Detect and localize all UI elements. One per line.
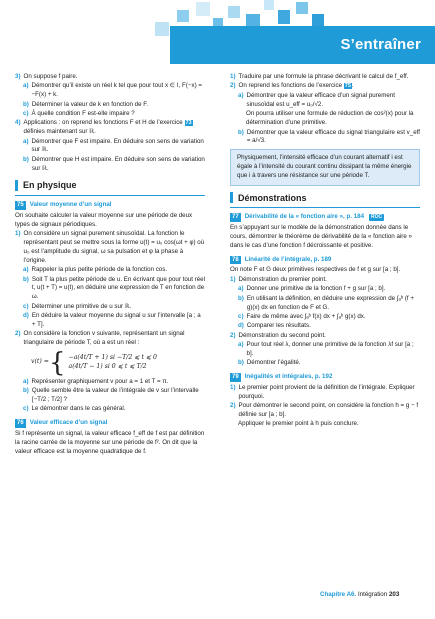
ex75-q1a: a) Rappeler la plus petite période de la fonction cos. bbox=[23, 266, 168, 274]
ex75-q2c: c) Le démontrer dans le cas général. bbox=[23, 405, 126, 413]
decor-square bbox=[264, 0, 274, 10]
section-physique: En physique bbox=[15, 179, 205, 196]
piecewise-formula: v(t) = { −a(4t/T + 1) si −T/2 ⩽ t ⩽ 0 a(4t/T − 1) si 0 ⩽ t ⩽ T/2 bbox=[31, 347, 157, 378]
ex78-q1: 1) Démonstration du premier point. bbox=[230, 276, 327, 284]
ex76-q1: 1) Traduire par une formule la phrase décrivant le calcul de f_eff. bbox=[230, 73, 409, 80]
exercise-79-heading: 79 Inégalités et intégrales, p. 192 bbox=[232, 373, 333, 381]
exercise-ref: 75 bbox=[344, 83, 351, 90]
exercise-77-heading: 77 Dérivabilité de la « fonction aire », p. 184 ROC bbox=[232, 213, 383, 221]
ex78-q1a: a) Donner une primitive de la fonction f + g sur [a ; b]. bbox=[238, 285, 386, 293]
question-4a: a) Démontrer que F est impaire. En déduire son sens de variation sur ℝ. bbox=[23, 137, 204, 154]
ex78-q2: 2) Démonstration du second point. bbox=[230, 331, 326, 339]
decor-square bbox=[312, 14, 324, 26]
ex75-q1d: d) En déduire la valeur moyenne du signal u sur l’intervalle [a ; a + T]. bbox=[23, 312, 201, 328]
ex78-q1b: b) En utilisant la définition, en déduire une expression de ∫ₐᵇ (f + g)(x) dx en fonction de F et G. bbox=[238, 294, 414, 311]
roc-badge: ROC bbox=[371, 214, 383, 221]
footer-topic: Intégration bbox=[357, 591, 388, 598]
ex76-q2a-hint: On pourra utiliser une formule de réduction de cos²(x) pour la détermination d’une primitive. bbox=[246, 109, 414, 126]
ex78-q2a: a) Pour tout réel λ, donner une primitive de la fonction λf sur [a ; b]. bbox=[238, 341, 414, 358]
footer-chapter: Chapitre A6. bbox=[320, 591, 357, 598]
question-3: 3) On suppose f paire. bbox=[15, 73, 78, 80]
exercise-78-intro: On note F et G deux primitives respectives de f et g sur [a ; b]. bbox=[230, 266, 401, 274]
decor-square bbox=[228, 6, 240, 18]
question-3c: c) À quelle condition F est-elle impaire ? bbox=[23, 109, 135, 117]
ex79-q1: 1) Le premier point provient de la définition de l’intégrale. Expliquer pourquoi. bbox=[230, 384, 415, 400]
section-demonstrations: Démonstrations bbox=[230, 192, 420, 209]
physics-note-box: Physiquement, l’intensité efficace d’un courant alternatif i est égale à l’intensité du courant continu dissipant la même énergie que i à travers une résistance sur une période T. bbox=[230, 149, 420, 185]
page-title: S’entraîner bbox=[340, 36, 421, 53]
ex78-q1c: c) Faire de même avec ∫ₐᵇ f(x) dx + ∫ₐᵇ g(x) dx. bbox=[238, 313, 366, 321]
question-4b: b) Démontrer que H est impaire. En déduire son sens de variation sur ℝ. bbox=[23, 155, 205, 172]
ex76-q2b: b) Démontrer que la valeur efficace du signal triangulaire est v_eff = a/√3. bbox=[238, 128, 420, 145]
ex79-q2-more: Appliquer le premier point à h puis conclure. bbox=[238, 420, 359, 428]
decor-square bbox=[296, 2, 308, 14]
page-header bbox=[0, 0, 435, 64]
ex75-q2a: a) Représenter graphiquement v pour a = 1 et T = π. bbox=[23, 377, 169, 385]
question-4: 4) Applications : on reprend les fonctions F et H de l’exercice 73 définies maintenant sur ℝ. bbox=[15, 119, 192, 136]
exercise-75-heading: 75 Valeur moyenne d’un signal bbox=[17, 201, 112, 209]
decor-square bbox=[196, 2, 210, 16]
ex76-q2: 2) On reprend les fonctions de l’exercice 75. bbox=[230, 82, 354, 90]
decor-square bbox=[278, 10, 290, 24]
exercise-ref: 73 bbox=[185, 120, 192, 127]
ex75-q1: 1) On considère un signal purement sinusoïdal. La fonction le représentant peut se mettre sous la forme u(t) = u₀ cos(ωt + φ) où u₀ est l’amplitude du signal, ω sa pulsation et φ la phase à l’origine. bbox=[15, 230, 205, 264]
exercise-78-heading: 78 Linéarité de l’intégrale, p. 189 bbox=[232, 255, 332, 263]
left-column bbox=[15, 73, 205, 457]
ex76-q2a: a) Démontrer que la valeur efficace d’un signal purement sinusoïdal est u_eff = u₀/√2. bbox=[238, 91, 395, 108]
ex75-q1b: b) Soit T la plus petite période de u. En écrivant que pour tout réel t, u(t + T) = u(t), en déduire une expression de T en fonction de ω. bbox=[23, 275, 205, 301]
decor-square bbox=[155, 22, 169, 36]
right-column bbox=[230, 73, 420, 430]
decor-square bbox=[177, 10, 189, 22]
ex79-q2: 2) Pour démontrer le second point, on considère la fonction h = g − f définie sur [a ; b]. bbox=[230, 402, 419, 418]
page-number: 203 bbox=[388, 591, 400, 598]
exercise-76-heading: 76 Valeur efficace d’un signal bbox=[17, 419, 108, 427]
ex75-q2b: b) Quelle semble être la valeur de l’intégrale de v sur l’intervalle [−T/2 ; T/2] ? bbox=[23, 387, 199, 403]
page-footer bbox=[320, 591, 399, 600]
decor-square bbox=[246, 14, 260, 26]
exercise-75-intro: On souhaite calculer la valeur moyenne sur une période de deux types de signaux périodiques. bbox=[15, 211, 193, 228]
exercise-77-text: En s’appuyant sur le modèle de la démonstration donnée dans le cours, démontrer le théorème de dérivabilité de la « fonction aire » dans le cas d’une fonction f décroissante et positive. bbox=[230, 224, 412, 249]
ex75-q2: 2) On considère la fonction v suivante, représentant un signal triangulaire de période T, où a est un réel : bbox=[15, 330, 185, 347]
ex78-q1d: d) Comparer les résultats. bbox=[238, 322, 311, 330]
question-3b: b) Déterminer la valeur de k en fonction de F. bbox=[23, 100, 149, 108]
ex75-q1c: c) Déterminer une primitive de u sur ℝ. bbox=[23, 302, 132, 310]
ex78-q2b: b) Démontrer l’égalité. bbox=[238, 359, 301, 367]
question-3a: a) Démontrer qu’il existe un réel k tel que pour tout x ∈ I, F(−x) = −F(x) + k. bbox=[23, 82, 202, 99]
exercise-76-text: Si f représente un signal, la valeur efficace f_eff de f est par définition la racine carrée de la moyenne sur une période de f². On dit que la valeur efficace est la moyenne quadratique de f. bbox=[15, 429, 205, 455]
